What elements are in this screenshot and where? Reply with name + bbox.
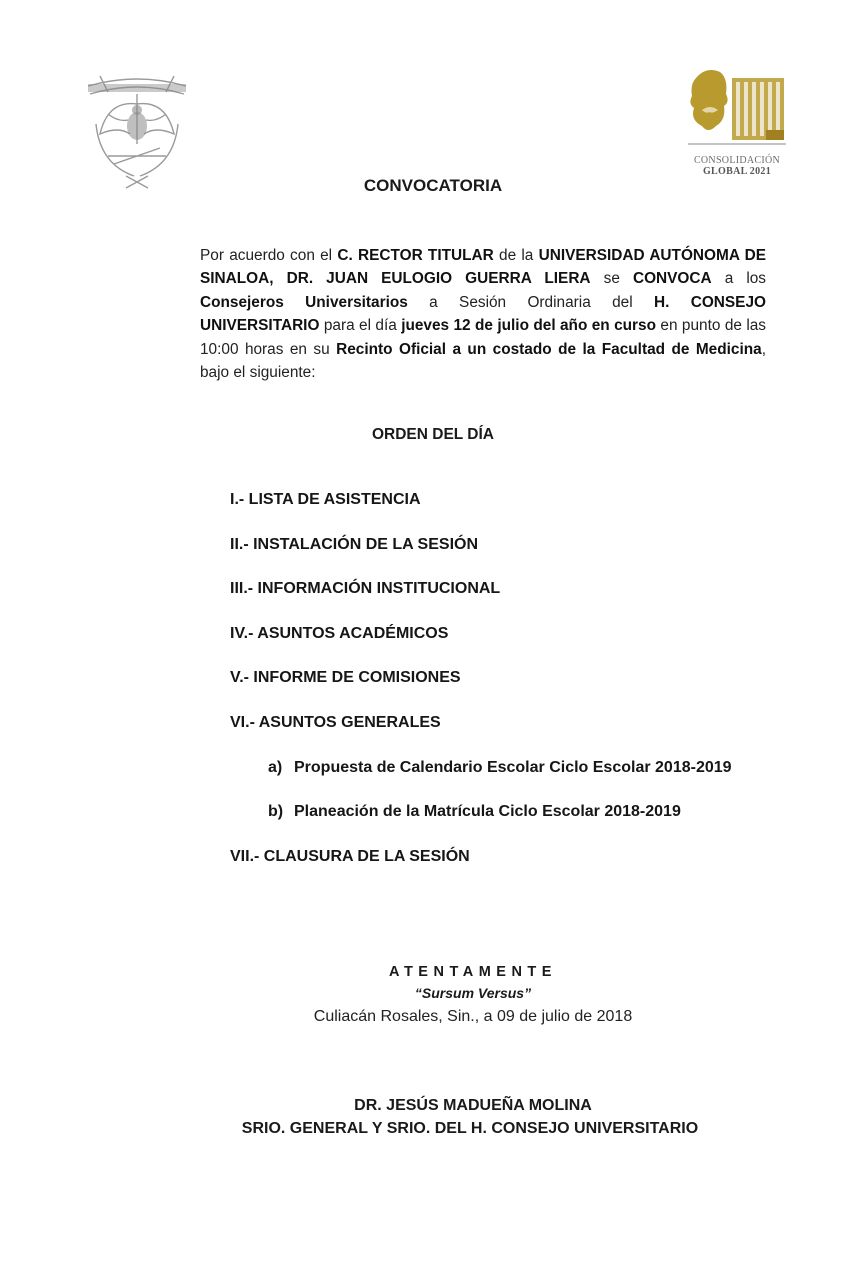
agenda-heading: ORDEN DEL DÍA [371,426,494,443]
agenda-item: III.- INFORMACIÓN INSTITUCIONAL [230,580,501,597]
agenda-item: V.- INFORME DE COMISIONES [230,669,461,686]
logo-caption-line2: GLOBAL 2021 [702,166,772,177]
agenda-item: II.- INSTALACIÓN DE LA SESIÓN [230,536,479,553]
agenda-subitem: b) Planeación de la Matrícula Ciclo Escolar 2018-2019 [268,803,681,820]
signer-title: SRIO. GENERAL Y SRIO. DEL H. CONSEJO UNIVERSITARIO [241,1120,699,1137]
university-crest-logo [78,64,196,192]
agenda-item: VII.- CLAUSURA DE LA SESIÓN [230,848,470,865]
agenda-item: I.- LISTA DE ASISTENCIA [230,491,421,508]
university-crest-icon [78,64,196,192]
document-title: CONVOCATORIA [363,176,503,195]
closing-motto: “Sursum Versus” [414,985,532,1001]
convocation-paragraph: Por acuerdo con el C. RECTOR TITULAR de la UNIVERSIDAD AUTÓNOMA DE SINALOA, DR. JUAN EULOGIO GUERRA LIERA se CONVOCA a los Consejeros Universitarios a Sesión Ordinaria del H. CONSEJO UNIVERSITARIO para el día jueves 12 de julio del año en curso en punto de las 10:00 horas en su Recinto Oficial a un costado de la Facultad de Medicina, bajo el siguiente: [200,247,767,382]
agenda-item: VI.- ASUNTOS GENERALES [230,714,441,731]
consolidacion-global-logo [682,64,792,184]
agenda-subitem: a) Propuesta de Calendario Escolar Ciclo Escolar 2018-2019 [268,759,732,776]
closing-atentamente: ATENTAMENTE [389,964,557,980]
logo-caption-line1: CONSOLIDACIÓN [693,155,781,166]
signer-name: DR. JESÚS MADUEÑA MOLINA [354,1097,592,1114]
agenda-item: IV.- ASUNTOS ACADÉMICOS [230,625,449,642]
place-and-date: Culiacán Rosales, Sin., a 09 de julio de 2018 [313,1008,633,1025]
consolidacion-global-logo-icon [682,64,792,150]
logo-caption [682,155,792,177]
